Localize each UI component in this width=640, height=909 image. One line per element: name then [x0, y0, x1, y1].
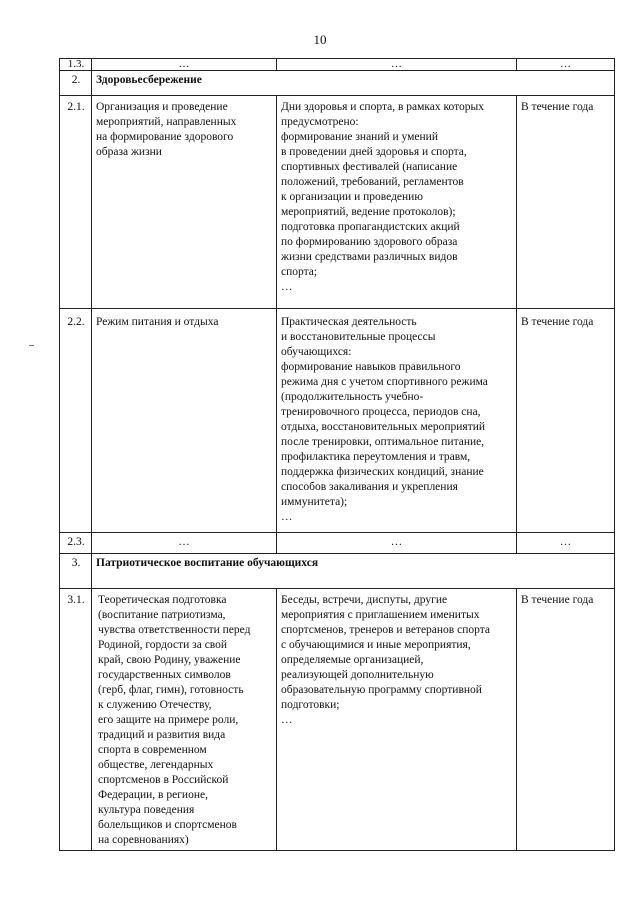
education-plan-table	[59, 58, 615, 851]
section-row-2	[60, 71, 615, 96]
row-name: …	[92, 59, 277, 71]
row-description: Беседы, встречи, диспуты, другие мероприятия с приглашением именитых спортсменов, тренеров и ветеранов спорта с обучающимися и иные мероприятия, определяемые организацией, реализующей дополнительную образовательную программу спортивной подготовки; …	[277, 589, 517, 851]
row-description: Практическая деятельность и восстановительные процессы обучающихся: формирование навыков правильного режима дня с учетом спортивного режима (продолжительность учебно- тренировочного процесса, периодов сна, отдыха, восстановительных мероприятий после тренировки, оптимальное питание, профилактика переутомления и травм, поддержка физических кондиций, знание способов закаливания и укрепления иммунитета); …	[277, 309, 517, 533]
table-row-2-1	[60, 96, 615, 309]
row-term: В течение года	[517, 589, 615, 851]
row-term: …	[517, 59, 615, 71]
table-row-3-1	[60, 589, 615, 851]
page-number: 10	[313, 32, 327, 47]
row-term: В течение года	[517, 309, 615, 533]
table-row-2-3	[60, 533, 615, 554]
row-number: 2.3.	[60, 533, 92, 554]
row-name: …	[92, 533, 277, 554]
row-name: Организация и проведение мероприятий, направленных на формирование здорового образа жизни	[92, 96, 277, 309]
section-number: 3.	[60, 554, 92, 589]
section-heading: Патриотическое воспитание обучающихся	[92, 554, 615, 589]
row-description: Дни здоровья и спорта, в рамках которых предусмотрено: формирование знаний и умений в проведении дней здоровья и спорта, спортивных фестивалей (написание положений, требований, регламентов к организации и проведению мероприятий, ведение протоколов); подготовка пропагандистских акций по формированию здорового образа жизни средствами различных видов спорта; …	[277, 96, 517, 309]
section-heading: Здоровьесбережение	[92, 71, 615, 96]
section-number: 2.	[60, 71, 92, 96]
row-term: В течение года	[517, 96, 615, 309]
row-description: …	[277, 59, 517, 71]
row-number: 1.3.	[60, 59, 92, 71]
row-number: 2.2.	[60, 309, 92, 533]
row-term: …	[517, 533, 615, 554]
scan-artifact-mark	[29, 345, 34, 346]
section-row-3	[60, 554, 615, 589]
row-name: Теоретическая подготовка (воспитание патриотизма, чувства ответственности перед Родиной, гордости за свой край, свою Родину, уважение государственных символов (герб, флаг, гимн), готовность к служению Отечеству, его защите на примере роли, традиций и развития вида спорта в современном обществе, легендарных спортсменов в Российской Федерации, в регионе, культура поведения болельщиков и спортсменов на соревнованиях)	[92, 589, 277, 851]
row-number: 3.1.	[60, 589, 92, 851]
table-row-1-3	[60, 59, 615, 71]
row-description: …	[277, 533, 517, 554]
table-row-2-2	[60, 309, 615, 533]
row-number: 2.1.	[60, 96, 92, 309]
row-name: Режим питания и отдыха	[92, 309, 277, 533]
